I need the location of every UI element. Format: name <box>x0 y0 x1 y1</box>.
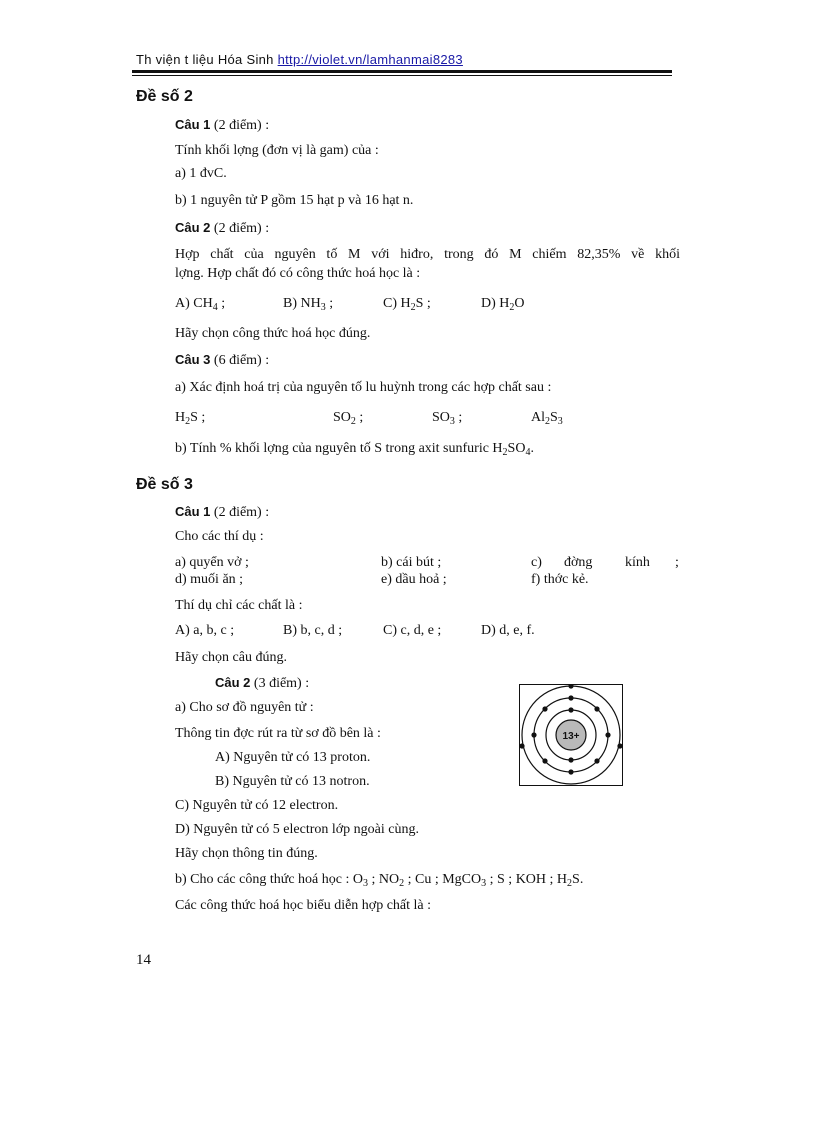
de3-example-f: f) thớc kẻ. <box>531 572 589 587</box>
section-title-de-3: Đề số 3 <box>136 476 193 493</box>
de2-cau3-formula-so2: $SO_2$ ; <box>333 410 364 427</box>
electron <box>542 706 547 711</box>
de3-cau2-choose: Hãy chọn thông tin đúng. <box>175 846 318 861</box>
de3-example-d: d) muối ăn ; <box>175 572 244 587</box>
de2-cau2-option-b: B) $NH_3$ ; <box>283 296 334 313</box>
de3-cau2-option-d: D) Nguyên tử có 5 electron lớp ngoài cùng. <box>175 822 419 837</box>
electron <box>519 743 524 748</box>
electron <box>531 732 536 737</box>
atom-diagram <box>519 684 623 786</box>
de2-cau2-option-d: D) $H_2O$ <box>481 296 525 313</box>
de2-cau3-heading <box>175 352 269 369</box>
page-header <box>136 52 463 67</box>
de3-cau2-points: (3 điểm) : <box>250 676 310 691</box>
de2-cau1-b: b) 1 nguyên tử P gồm 15 hạt p và 16 hạt n. <box>175 193 414 208</box>
de3-cau1-prompt: Cho các thí dụ : <box>175 529 264 544</box>
de2-cau3-formula-h2s: $H_2S$ ; <box>175 410 206 427</box>
de3-cau2-a: a) Cho sơ đồ nguyên tử : <box>175 700 314 715</box>
header-rule-thin <box>132 75 672 76</box>
de3-cau1-heading <box>175 504 269 521</box>
header-rule-thick <box>132 70 672 73</box>
electron <box>568 769 573 774</box>
de2-cau3-a: a) Xác định hoá trị của nguyên tố lu huỳnh trong các hợp chất sau : <box>175 380 552 395</box>
de2-cau2-line2: lợng. Hợp chất đó có công thức hoá học là : <box>175 266 421 281</box>
de3-cau1-option-c: C) c, d, e ; <box>383 623 442 638</box>
electron <box>568 757 573 762</box>
electron <box>617 743 622 748</box>
de3-cau2-heading <box>215 675 309 692</box>
de2-cau1-prompt: Tính khối lợng (đơn vị là gam) của : <box>175 143 379 158</box>
de2-cau2-points: (2 điểm) : <box>210 221 270 236</box>
de3-cau1-option-a: A) a, b, c ; <box>175 623 235 638</box>
header-text: Th viện t liệu Hóa Sinh <box>136 52 278 67</box>
de2-cau2-choose: Hãy chọn công thức hoá học đúng. <box>175 326 371 341</box>
de3-cau2-b: b) Cho các công thức hoá học : $O_3$ ; $NO_2$ ; Cu ; MgCO$_3$ ; S ; KOH ; $H_2S$. <box>175 872 584 889</box>
page-number: 14 <box>136 952 151 968</box>
header-link[interactable]: http://violet.vn/lamhanmai8283 <box>277 52 463 67</box>
de3-example-a: a) quyển vở ; <box>175 555 249 570</box>
de2-cau2-line1: Hợp chất của nguyên tố M với hiđro, trong đó M chiếm 82,35% về khối <box>175 247 680 262</box>
section-title-de-2: Đề số 2 <box>136 88 193 105</box>
de3-cau2-option-c: C) Nguyên tử có 12 electron. <box>175 798 339 813</box>
de2-cau3-formula-al2s3: $Al_2S_3$ <box>531 410 563 427</box>
de2-cau3-formula-so3: $SO_3$ ; <box>432 410 463 427</box>
de3-example-b: b) cái bút ; <box>381 555 442 570</box>
de3-cau1-points: (2 điểm) : <box>210 505 270 520</box>
electron <box>594 758 599 763</box>
de2-cau2-option-a: A) $CH_4$ ; <box>175 296 226 313</box>
de2-cau1-label: Câu 1 <box>175 117 211 132</box>
de3-cau1-label: Câu 1 <box>175 504 211 519</box>
de2-cau1-heading <box>175 117 269 134</box>
electron <box>568 707 573 712</box>
de3-cau1-choose: Hãy chọn câu đúng. <box>175 650 287 665</box>
de3-cau2-label: Câu 2 <box>215 675 251 690</box>
de3-cau2-option-b: B) Nguyên tử có 13 notron. <box>215 774 370 789</box>
de2-cau3-label: Câu 3 <box>175 352 211 367</box>
de3-cau1-option-d: D) d, e, f. <box>481 623 535 638</box>
de3-cau2-option-a: A) Nguyên tử có 13 proton. <box>215 750 371 765</box>
de2-cau3-b: b) Tính % khối lợng của nguyên tố S trong axit sunfuric $H_2SO_4$. <box>175 441 534 458</box>
de2-cau2-label: Câu 2 <box>175 220 211 235</box>
de3-example-c-4: ; <box>675 555 679 570</box>
de3-example-c-1: c) <box>531 555 542 570</box>
de2-cau1-points: (2 điểm) : <box>210 118 270 133</box>
electron <box>542 758 547 763</box>
nucleus-label: 13+ <box>562 731 580 742</box>
de3-example-c-2: đờng <box>564 555 593 570</box>
de3-cau1-option-b: B) b, c, d ; <box>283 623 343 638</box>
electron <box>594 706 599 711</box>
de2-cau3-points: (6 điểm) : <box>210 353 270 368</box>
de2-cau1-a: a) 1 đvC. <box>175 166 227 181</box>
de3-example-e: e) dầu hoả ; <box>381 572 447 587</box>
de3-cau2-info: Thông tin đợc rút ra từ sơ đồ bên là : <box>175 726 381 741</box>
de3-cau2-last: Các công thức hoá học biểu diễn hợp chất là : <box>175 898 432 913</box>
electron <box>605 732 610 737</box>
de2-cau2-heading <box>175 220 269 237</box>
de3-example-c-3: kính <box>625 555 650 570</box>
de2-cau2-option-c: C) $H_2S$ ; <box>383 296 431 313</box>
de3-cau1-question: Thí dụ chỉ các chất là : <box>175 598 303 613</box>
electron <box>568 695 573 700</box>
